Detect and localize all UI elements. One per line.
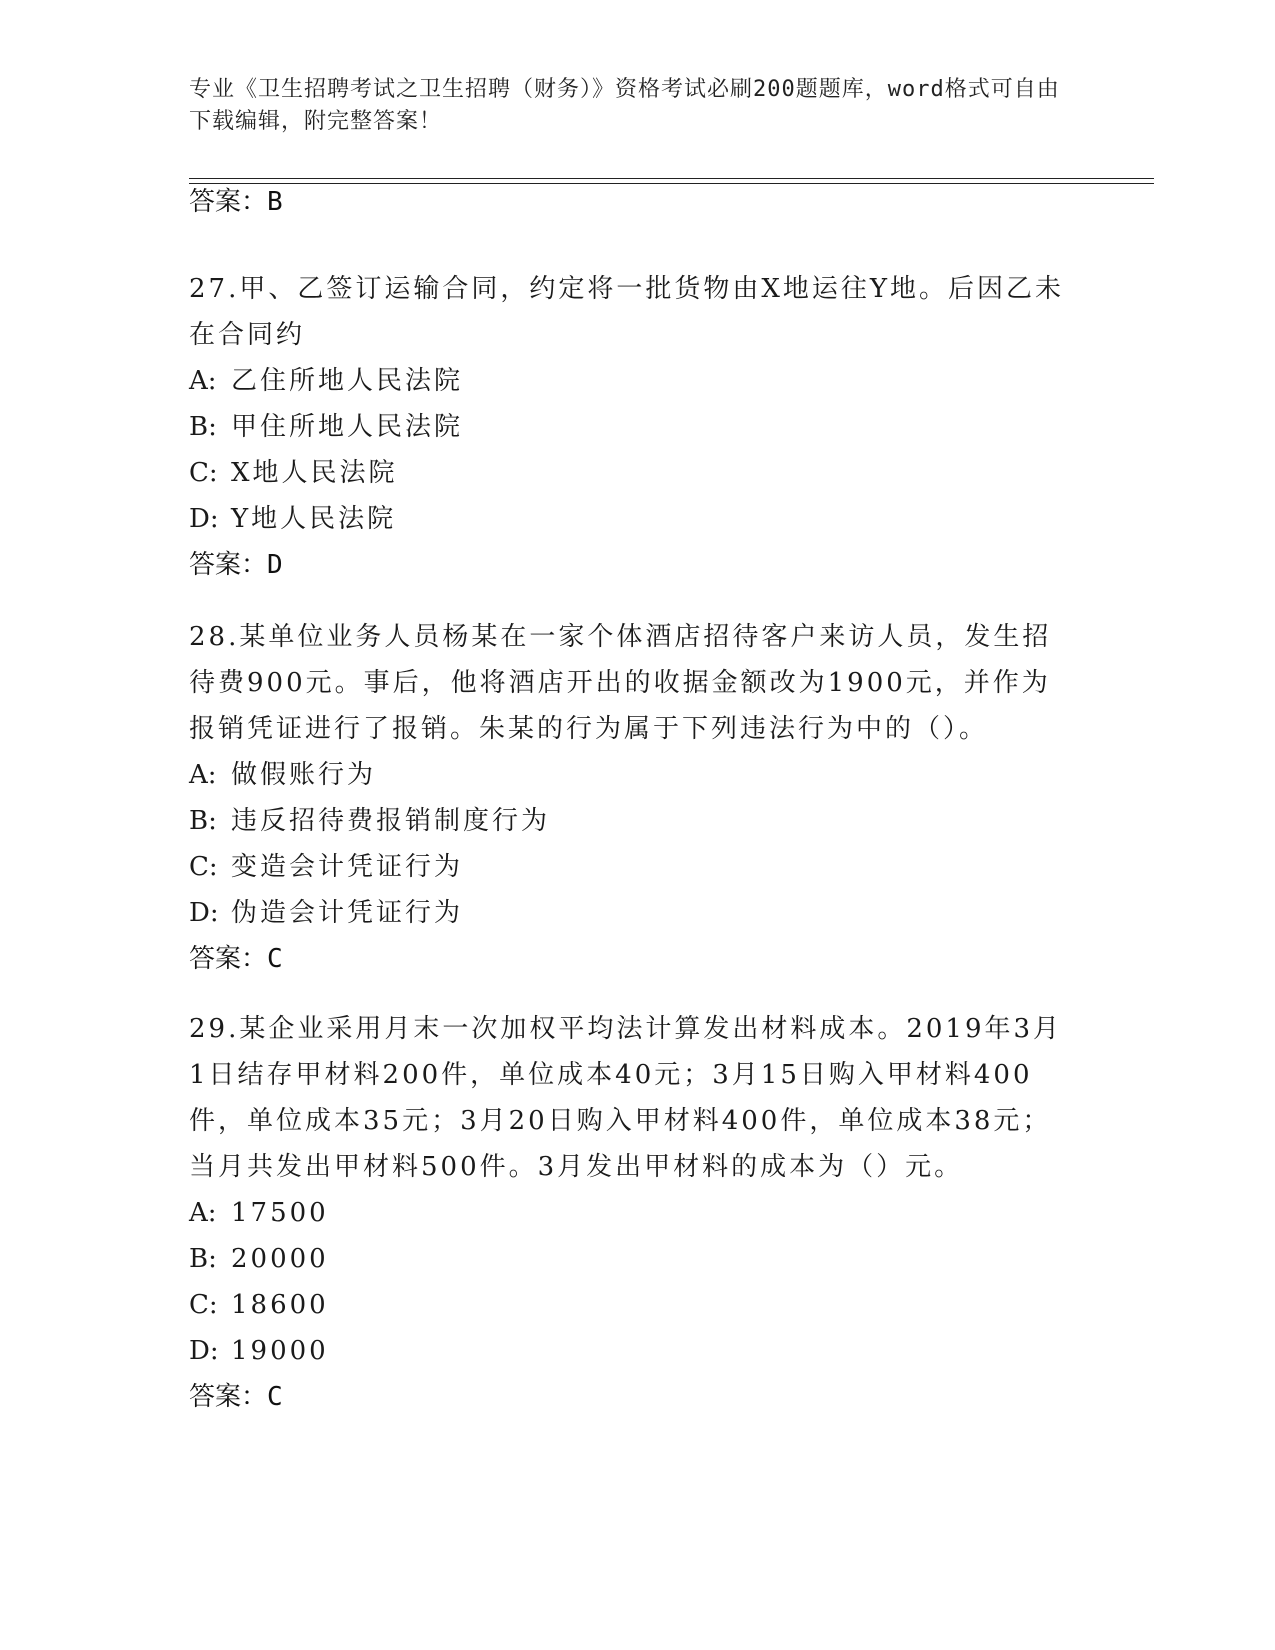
- option-a: A: 17500: [189, 1198, 329, 1228]
- option-b: B: 20000: [189, 1244, 329, 1274]
- option-a: A: 乙住所地人民法院: [189, 366, 464, 396]
- question-28: [189, 614, 1079, 982]
- question-stem: 27.甲、乙签订运输合同，约定将一批货物由X地运往Y地。后因乙未在合同约: [189, 274, 1065, 350]
- option-a: A: 做假账行为: [189, 760, 377, 790]
- header-divider-bottom: [189, 183, 1154, 184]
- option-c: C: 18600: [189, 1290, 329, 1320]
- option-d: D: 19000: [189, 1336, 329, 1366]
- option-b: B: 甲住所地人民法院: [189, 412, 464, 442]
- question-27: [189, 266, 1079, 588]
- answer: 答案：C: [189, 1382, 283, 1412]
- header-divider-top: [189, 178, 1154, 179]
- question-stem: 29.某企业采用月末一次加权平均法计算发出材料成本。2019年3月1日结存甲材料200件，单位成本40元；3月15日购入甲材料400件，单位成本35元；3月20日购入甲材料400件，单位成本38元；当月共发出甲材料500件。3月发出甲材料的成本为（）元。: [189, 1014, 1063, 1182]
- previous-answer: 答案：B: [189, 187, 283, 217]
- answer: 答案：C: [189, 944, 283, 974]
- answer: 答案：D: [189, 550, 283, 580]
- option-d: D: 伪造会计凭证行为: [189, 898, 464, 928]
- document-header: 专业《卫生招聘考试之卫生招聘（财务）》资格考试必刷200题题库，word格式可自由下载编辑，附完整答案！: [189, 77, 1060, 134]
- option-c: C: X地人民法院: [189, 458, 398, 488]
- question-29: [189, 1006, 1079, 1420]
- option-b: B: 违反招待费报销制度行为: [189, 806, 551, 836]
- option-d: D: Y地人民法院: [189, 504, 397, 534]
- option-c: C: 变造会计凭证行为: [189, 852, 464, 882]
- question-stem: 28.某单位业务人员杨某在一家个体酒店招待客户来访人员，发生招待费900元。事后，他将酒店开出的收据金额改为1900元，并作为报销凭证进行了报销。朱某的行为属于下列违法行为中的（）。: [189, 622, 1052, 744]
